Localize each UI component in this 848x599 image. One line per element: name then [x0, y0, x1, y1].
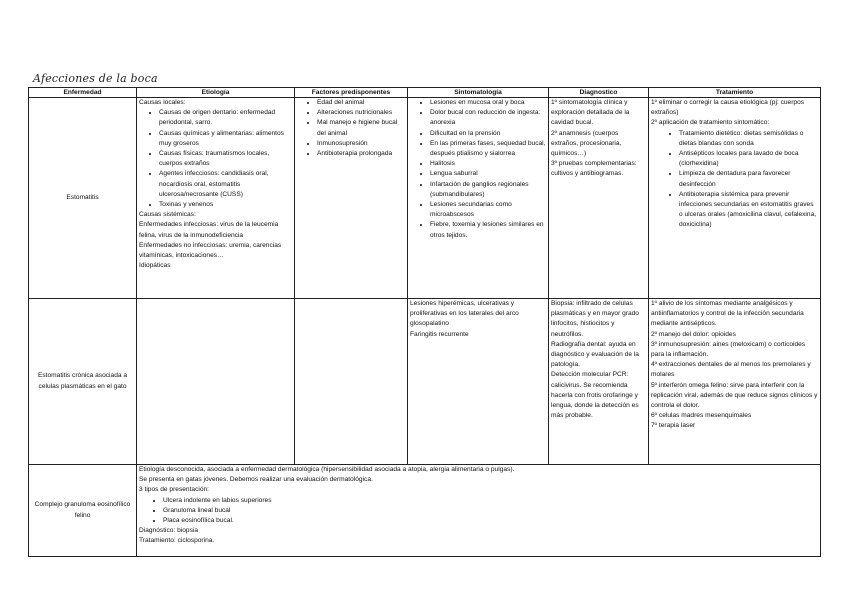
text-line: 6º celulas madres mesenquimales	[651, 412, 752, 420]
text-line: Etiología desconocida, asociada a enfermedad dermatológica (hipersensibilidad asociada a atopia, alergia alimentaria o pulgas).	[139, 466, 515, 473]
row-estomatitis	[29, 98, 821, 299]
cell-sintomatologia	[408, 299, 549, 465]
text-line: Lesiones hiperémicas, ulcerativas y proliferativas en los laterales del arco glosopalatino	[410, 300, 519, 328]
cell-factores	[295, 299, 408, 465]
text-line: 4º extracciones dentales de al menos los premolares y molares	[651, 361, 811, 379]
afecciones-table	[28, 87, 821, 557]
cell-sintomatologia	[408, 98, 549, 299]
list-item: • Antibioterapia sistémica para prevenir infecciones secundarias en estomatitis graves o ulceras orales (amoxicilina clavul, cefalexina, doxiciclina)	[679, 190, 818, 231]
text-line: 3 tipos de presentación:	[139, 486, 210, 494]
text-line: 2º manejo del dolor: opioides	[651, 330, 736, 338]
text-line: 7º terapia laser	[651, 422, 696, 430]
row-complejo-granuloma	[29, 465, 821, 557]
list-item: • Lesiones en mucosa oral y boca	[430, 98, 546, 108]
document-title: Afecciones de la boca	[33, 72, 158, 85]
systemic-causes-title: Causas sistémicas:	[139, 211, 196, 219]
text-line: 2º anamnesis (cuerpos extraños, procesionaria, químicos…)	[551, 129, 622, 158]
text-line: Biopsia: infiltrado de celulas plasmáticas y en mayor grado linfocitos, histiocitos y neutrófilos.	[551, 300, 639, 338]
text-line: 1º sintomatología clínica y exploración detallada de la cavidad bucal.	[551, 99, 630, 127]
text-line: Radiografía dental: ayuda en diagnóstico y evaluación de la patología.	[551, 340, 639, 369]
text-line: 3º pruebas complementarias: cultivos y antibiogramas.	[551, 160, 637, 178]
list-item: • Granuloma lineal bucal	[163, 506, 818, 516]
header-diagnostico: Diagnostico	[549, 88, 649, 98]
cell-tratamiento	[649, 299, 821, 465]
list-item: • Infartación de ganglios regionales (submandibulares)	[430, 180, 546, 200]
text-line: 1º eliminar o corregir la causa etiológica (pj: cuerpos extraños)	[651, 99, 805, 117]
list-item: • Lengua saburral	[430, 169, 546, 179]
text-line: Diagnóstico: biopsia	[139, 527, 199, 535]
text-line: Idiopáticas	[139, 262, 171, 270]
row-estomatitis-cronica	[29, 299, 821, 465]
list-item: • Inmunosupresión	[317, 139, 405, 149]
header-sintomatologia: Sintomatología	[408, 88, 549, 98]
header-factores: Factores predisponentes	[295, 88, 408, 98]
list-item: • Dificultad en la prensión	[430, 129, 546, 139]
list-item: • Mal manejo e higiene bucal del animal	[317, 118, 405, 138]
text-line: Tratamiento: ciclosporina.	[139, 537, 215, 545]
table-header-row	[29, 88, 821, 98]
cell-etiologia	[137, 299, 295, 465]
list-item: • En las primeras fases, sequedad bucal, después ptialismo y sialorrea	[430, 139, 546, 159]
text-line: Se presenta en gatas jóvenes. Debemos realizar una evaluación dermatológica.	[139, 476, 373, 484]
list-item: • Edad del animal	[317, 98, 405, 108]
list-item: • Causas de origen dentario: enfermedad periodontal, sarro.	[159, 108, 292, 128]
text-line: Enfermedades no infecciosas: uremia, carencias vitamínicas, intoxicaciones…	[139, 241, 282, 260]
list-item: • Placa eosinofílica bucal.	[163, 516, 818, 526]
list-item: • Agentes infecciosos: candidiasis oral, nocardiosis oral, estomatitis ulcerosa/necrosante (CUSS)	[159, 169, 292, 200]
list-item: • Antibioterapia prolongada	[317, 149, 405, 159]
header-etiologia: Etiología	[137, 88, 295, 98]
text-line: 1º alivio de los síntomas mediante analgésicos y antiinflamatorios y control de la infección secundaria mediante antisépticos.	[651, 300, 804, 328]
disease-name: Estomatitis	[29, 98, 137, 299]
list-item: • Fiebre, toxemia y lesiones similares en otros tejidos.	[430, 220, 546, 240]
cell-diagnostico	[549, 299, 649, 465]
cell-granuloma-description	[137, 465, 821, 557]
text-line: 5º interferón omega felino: sirve para interferir con la replicación viral, además de que reduce signos clínicos y controla el dolor.	[651, 381, 818, 410]
list-item: • Limpieza de dentadura para favorecer desinfección	[679, 169, 818, 189]
list-item: • Tratamiento dietético: dietas semisólidas o dietas blandas con sonda	[679, 129, 818, 149]
text-line: Detección molecular PCR: calicivirus. Se recomienda hacerla con frotis orofaringe y lengua, donde la detección es más probable.	[551, 371, 639, 420]
list-item: • Toxinas y venenos	[159, 200, 292, 210]
cell-diagnostico	[549, 98, 649, 299]
header-enfermedad: Enfermedad	[29, 88, 137, 98]
list-item: • Halitosis	[430, 159, 546, 169]
disease-name: Estomatitis crónica asociada a celulas plasmáticas en el gato	[29, 299, 137, 465]
cell-tratamiento	[649, 98, 821, 299]
header-tratamiento: Tratamiento	[649, 88, 821, 98]
list-item: • Causas químicas y alimentarias: alimentos muy groseros	[159, 129, 292, 149]
text-line: 2º aplicación de tratamiento sintomático:	[651, 119, 770, 127]
list-item: • Ulcera indolente en labios superiores	[163, 496, 818, 506]
list-item: • Causas físicas: traumatismos locales, cuerpos extraños	[159, 149, 292, 169]
text-line: Enfermedades infecciosas: virus de la leucemia felina, virus de la inmunodeficiencia	[139, 221, 279, 239]
text-line: 3º inmunosupresión: aines (meloxicam) o corticoides para la inflamación.	[651, 340, 806, 359]
cell-etiologia	[137, 98, 295, 299]
list-item: • Lesiones secundarias como microabscesos	[430, 200, 546, 220]
cell-factores	[295, 98, 408, 299]
list-item: • Dolor bucal con reducción de ingesta: anorexia	[430, 108, 546, 128]
local-causes-title: Causas locales:	[139, 99, 186, 106]
text-line: Faringitis recurrente	[410, 330, 469, 338]
list-item: • Antisépticos locales para lavado de boca (clorhexidina)	[679, 149, 818, 169]
list-item: • Alteraciones nutricionales	[317, 108, 405, 118]
disease-name: Complejo granuloma eosinofílico felino	[29, 465, 137, 557]
